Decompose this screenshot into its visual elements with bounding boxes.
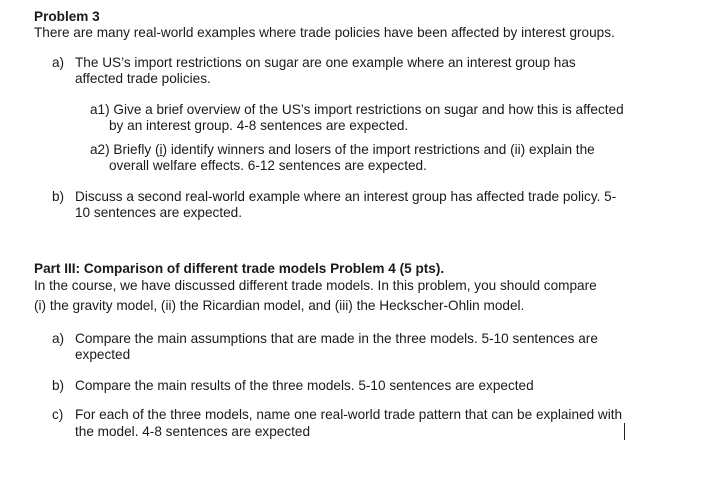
problem3-a2-line2: overall welfare effects. 6-12 sentences are expected. bbox=[109, 158, 427, 173]
part3-a-line1: Compare the main assumptions that are made in the three models. 5-10 sentences are bbox=[75, 331, 598, 346]
problem3-a1-line1: a1) Give a brief overview of the US’s import restrictions on sugar and how this is affected bbox=[90, 102, 624, 117]
problem3-b-line1: Discuss a second real-world example where an interest group has affected trade policy. 5- bbox=[75, 189, 617, 204]
part3-b-marker: b) bbox=[52, 378, 65, 393]
problem3-a2-prefix: a2) Briefly ( bbox=[90, 142, 160, 157]
part3-a-line2: expected bbox=[75, 347, 131, 362]
problem3-a2-rest: ) identify winners and losers of the import restrictions and (ii) explain the bbox=[162, 142, 595, 157]
part3-c-marker: c) bbox=[52, 407, 64, 422]
problem3-intro: There are many real-world examples where trade policies have been affected by interest groups. bbox=[34, 25, 615, 40]
problem3-a2-i: i bbox=[159, 142, 163, 157]
problem3-a1-line2: by an interest group. 4-8 sentences are expected. bbox=[109, 118, 409, 133]
part3-intro-line2: (i) the gravity model, (ii) the Ricardian model, and (iii) the Heckscher-Ohlin model. bbox=[34, 298, 525, 313]
problem3-a-line2: affected trade policies. bbox=[75, 71, 211, 86]
part3-c-line2: the model. 4-8 sentences are expected bbox=[75, 424, 311, 439]
problem3-b-marker: b) bbox=[52, 189, 65, 204]
text-cursor bbox=[624, 423, 625, 440]
problem3-a-line1: The US’s import restrictions on sugar are one example where an interest group has bbox=[75, 55, 576, 70]
problem3-b-line2: 10 sentences are expected. bbox=[75, 205, 243, 220]
part3-a-marker: a) bbox=[52, 331, 65, 346]
part3-c-line1: For each of the three models, name one real-world trade pattern that can be explained with bbox=[75, 407, 623, 422]
part3-intro-line1: In the course, we have discussed different trade models. In this problem, you should compare bbox=[34, 278, 597, 293]
part3-b-line1: Compare the main results of the three models. 5-10 sentences are expected bbox=[75, 378, 534, 393]
part3-title: Part III: Comparison of different trade models Problem 4 (5 pts). bbox=[34, 261, 445, 276]
problem3-a-marker: a) bbox=[52, 55, 65, 70]
problem3-title: Problem 3 bbox=[34, 9, 100, 24]
problem3-a2-line1 bbox=[90, 141, 595, 158]
